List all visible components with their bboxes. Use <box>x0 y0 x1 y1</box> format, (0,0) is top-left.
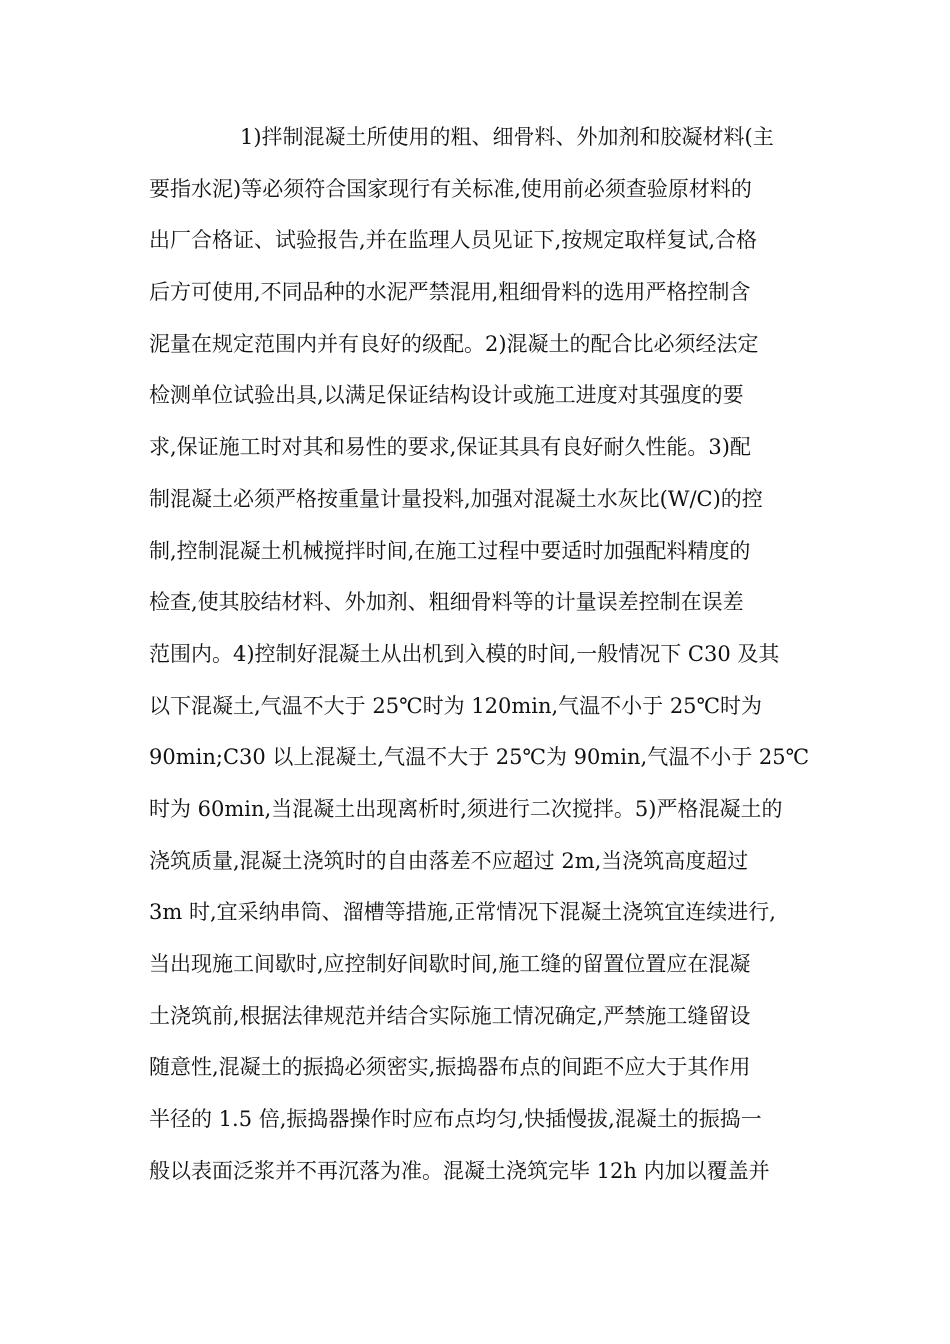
text-line: 随意性,混凝土的振捣必须密实,振捣器布点的间距不应大于其作用 <box>149 1055 751 1080</box>
text-line: 后方可使用,不同品种的水泥严禁混用,粗细骨料的选用严格控制含 <box>149 280 751 305</box>
text-line: 当出现施工间歇时,应控制好间歇时间,施工缝的留置位置应在混凝 <box>149 952 751 976</box>
text-line: 求,保证施工时对其和易性的要求,保证其具有良好耐久性能。3)配 <box>149 435 751 460</box>
text-line: 土浇筑前,根据法律规范并结合实际施工情况确定,严禁施工缝留设 <box>149 1003 751 1028</box>
text-line: 3m 时,宜采纳串筒、溜槽等措施,正常情况下混凝土浇筑宜连续进行, <box>149 900 776 925</box>
text-line: 制混凝土必须严格按重量计量投料,加强对混凝土水灰比(W/C)的控 <box>149 486 763 511</box>
text-line: 检查,使其胶结材料、外加剂、粗细骨料等的计量误差控制在误差 <box>149 590 744 615</box>
text-line: 出厂合格证、试验报告,并在监理人员见证下,按规定取样复试,合格 <box>149 228 758 253</box>
text-line: 般以表面泛浆并不再沉落为准。混凝土浇筑完毕 12h 内加以覆盖并 <box>149 1158 770 1183</box>
text-line: 泥量在规定范围内并有良好的级配。2)混凝土的配合比必须经法定 <box>149 331 759 356</box>
text-line: 制,控制混凝土机械搅拌时间,在施工过程中要适时加强配料精度的 <box>149 538 751 563</box>
text-line: 半径的 1.5 倍,振捣器操作时应布点均匀,快插慢拔,混凝土的振捣一 <box>149 1107 762 1132</box>
text-line: 时为 60min,当混凝土出现离析时,须进行二次搅拌。5)严格混凝土的 <box>149 796 783 821</box>
text-line: 90min;C30 以上混凝土,气温不大于 25℃为 90min,气温不小于 25℃ <box>149 745 809 770</box>
body-paragraph <box>149 112 809 1197</box>
text-line: 要指水泥)等必须符合国家现行有关标准,使用前必须查验原材料的 <box>149 176 752 201</box>
text-line: 范围内。4)控制好混凝土从出机到入模的时间,一般情况下 C30 及其 <box>149 641 780 666</box>
text-line: 以下混凝土,气温不大于 25℃时为 120min,气温不小于 25℃时为 <box>149 693 763 718</box>
text-line: 检测单位试验出具,以满足保证结构设计或施工进度对其强度的要 <box>149 383 744 408</box>
text-line: 1)拌制混凝土所使用的粗、细骨料、外加剂和胶凝材料(主 <box>240 125 774 149</box>
text-line: 浇筑质量,混凝土浇筑时的自由落差不应超过 2m,当浇筑高度超过 <box>149 848 749 873</box>
